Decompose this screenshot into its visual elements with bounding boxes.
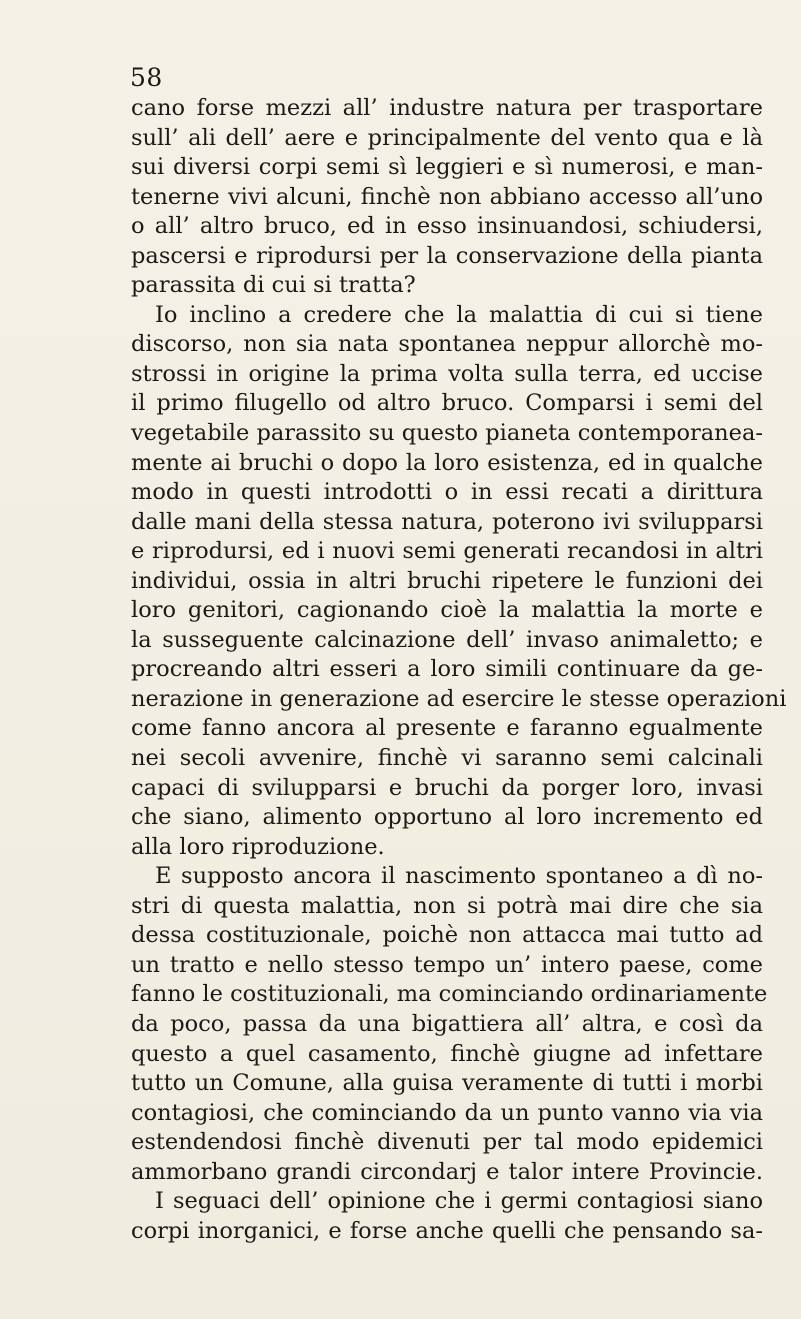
text-line: e riprodursi, ed i nuovi semi generati recandosi in altri	[131, 538, 763, 565]
text-line: E supposto ancora il nascimento spontaneo a dì no-	[155, 863, 763, 890]
text-line: tutto un Comune, alla guisa veramente di tutti i morbi	[131, 1070, 763, 1097]
text-line: pascersi e riprodursi per la conservazione della pianta	[131, 242, 763, 269]
text-line: sui diversi corpi semi sì leggieri e sì numerosi, e man-	[131, 154, 763, 181]
text-line: mente ai bruchi o dopo la loro esistenza, ed in qualche	[131, 449, 763, 476]
text-line: loro genitori, cagionando cioè la malattia la morte e	[131, 597, 763, 624]
text-line: corpi inorganici, e forse anche quelli che pensando sa-	[131, 1217, 763, 1244]
text-line: nerazione in generazione ad esercire le stesse operazioni	[131, 685, 787, 712]
text-line: la susseguente calcinazione dell’ invaso animaletto; e	[131, 626, 763, 653]
text-line: o all’ altro bruco, ed in esso insinuandosi, schiudersi,	[131, 213, 763, 240]
text-line: individui, ossia in altri bruchi ripetere le funzioni dei	[131, 567, 763, 594]
text-line: alla loro riproduzione.	[131, 833, 385, 860]
text-line: da poco, passa da una bigattiera all’ altra, e così da	[131, 1010, 763, 1037]
text-line: strossi in origine la prima volta sulla terra, ed uccise	[131, 360, 763, 387]
text-line: questo a quel casamento, finchè giugne ad infettare	[131, 1040, 763, 1067]
text-line: capaci di svilupparsi e bruchi da porger loro, invasi	[131, 774, 763, 801]
text-line: vegetabile parassito su questo pianeta contemporanea-	[131, 420, 763, 447]
text-line: fanno le costituzionali, ma cominciando ordinariamente	[131, 981, 768, 1008]
text-line: sull’ ali dell’ aere e principalmente del vento qua e là	[131, 124, 763, 151]
text-line: nei secoli avvenire, finchè vi saranno semi calcinali	[131, 745, 763, 772]
text-line: parassita di cui si tratta?	[131, 272, 416, 299]
body-text	[131, 94, 787, 1246]
text-line: come fanno ancora al presente e faranno egualmente	[131, 715, 763, 742]
text-line: Io inclino a credere che la malattia di cui si tiene	[155, 301, 763, 328]
text-line: dalle mani della stessa natura, poterono ivi svilupparsi	[131, 508, 763, 535]
text-line: discorso, non sia nata spontanea neppur allorchè mo-	[131, 331, 763, 358]
text-line: procreando altri esseri a loro simili continuare da ge-	[131, 656, 763, 683]
text-line: tenerne vivi alcuni, finchè non abbiano accesso all’uno	[131, 183, 763, 210]
text-line: il primo filugello od altro bruco. Comparsi i semi del	[131, 390, 763, 417]
text-line: I seguaci dell’ opinione che i germi contagiosi siano	[155, 1188, 763, 1215]
text-line: stri di questa malattia, non si potrà mai dire che sia	[131, 892, 763, 919]
page-number: 58	[130, 63, 163, 92]
text-line: contagiosi, che cominciando da un punto vanno via via	[131, 1099, 763, 1126]
text-line: un tratto e nello stesso tempo un’ intero paese, come	[131, 951, 763, 978]
text-line: che siano, alimento opportuno al loro incremento ed	[131, 804, 763, 831]
text-line: modo in questi introdotti o in essi recati a dirittura	[131, 479, 763, 506]
text-line: ammorbano grandi circondarj e talor intere Provincie.	[131, 1158, 763, 1185]
text-line: cano forse mezzi all’ industre natura per trasportare	[131, 95, 763, 121]
text-line: dessa costituzionale, poichè non attacca mai tutto ad	[131, 922, 763, 949]
text-line: estendendosi finchè divenuti per tal modo epidemici	[131, 1129, 763, 1156]
